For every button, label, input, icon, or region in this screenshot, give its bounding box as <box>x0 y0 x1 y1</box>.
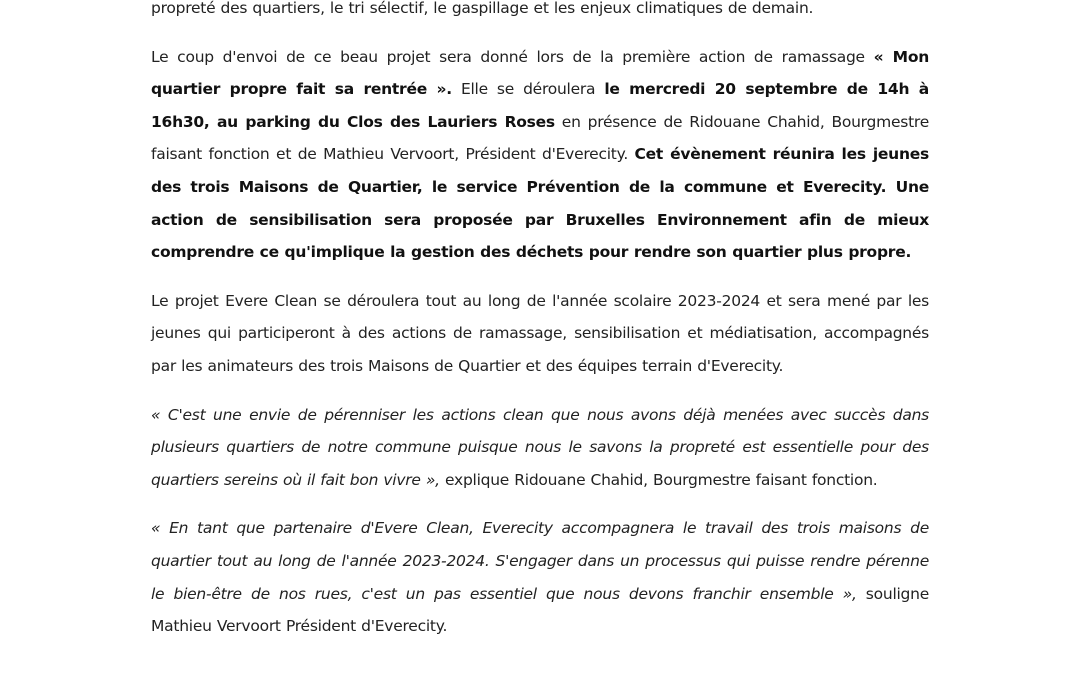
attribution-chahid: explique Ridouane Chahid, Bourgmestre faisant fonction. <box>439 470 878 489</box>
launch-text-1: Le coup d'envoi de ce beau projet sera donné lors de la première action de ramassage <box>151 47 874 66</box>
event-date-location: le mercredi 20 septembre de 14h à 16h30, au parking du Clos des Lauriers Roses <box>151 80 929 131</box>
paragraph-launch-event <box>151 41 929 269</box>
attribution-vervoort: souligne Mathieu Vervoort Président d'Everecity. <box>151 584 930 636</box>
quote-vervoort: « En tant que partenaire d'Evere Clean, Everecity accompagnera le travail des trois maisons de quartier tout au long de l'année 2023-2024. S'engager dans un processus qui puisse rendre pérenne le bien-être de nos rues, c'est un pas essentiel que nous devons franchir ensemble », <box>151 519 929 603</box>
event-participants: Cet évènement réunira les jeunes des trois Maisons de Quartier, le service Prévention de la commune et Everecity. Une action de sensibilisation sera proposée par Bruxelles Environnement afin de mieux comprendre ce qu'implique la gestion des déchets pour rendre son quartier plus propre. <box>151 145 929 262</box>
launch-text-3: en présence de Ridouane Chahid, Bourgmestre faisant fonction et de Mathieu Vervoort, Président d'Everecity. <box>151 112 929 164</box>
project-text: Le projet Evere Clean se déroulera tout au long de l'année scolaire 2023-2024 et sera mené par les jeunes qui participeront à des actions de ramassage, sensibilisation et médiatisation, accompagnés par les animateurs des trois Maisons de Quartier et des équipes terrain d'Everecity. <box>151 291 929 375</box>
intro-line: propreté des quartiers, le tri sélectif, le gaspillage et les enjeux climatiques de demain. <box>151 0 814 17</box>
event-name: « Mon quartier propre fait sa rentrée ». <box>151 47 930 99</box>
paragraph-project-description <box>151 285 929 383</box>
paragraph-intro-end <box>151 0 929 25</box>
document-page <box>151 0 929 659</box>
launch-text-2: Elle se déroulera <box>451 80 605 99</box>
quote-chahid: « C'est une envie de pérenniser les actions clean que nous avons déjà menées avec succès dans plusieurs quartiers de notre commune puisque nous le savons la propreté est essentielle pour des quartiers sereins où il fait bon vivre », <box>151 405 929 489</box>
paragraph-quote-chahid <box>151 399 929 497</box>
paragraph-quote-vervoort <box>151 512 929 642</box>
